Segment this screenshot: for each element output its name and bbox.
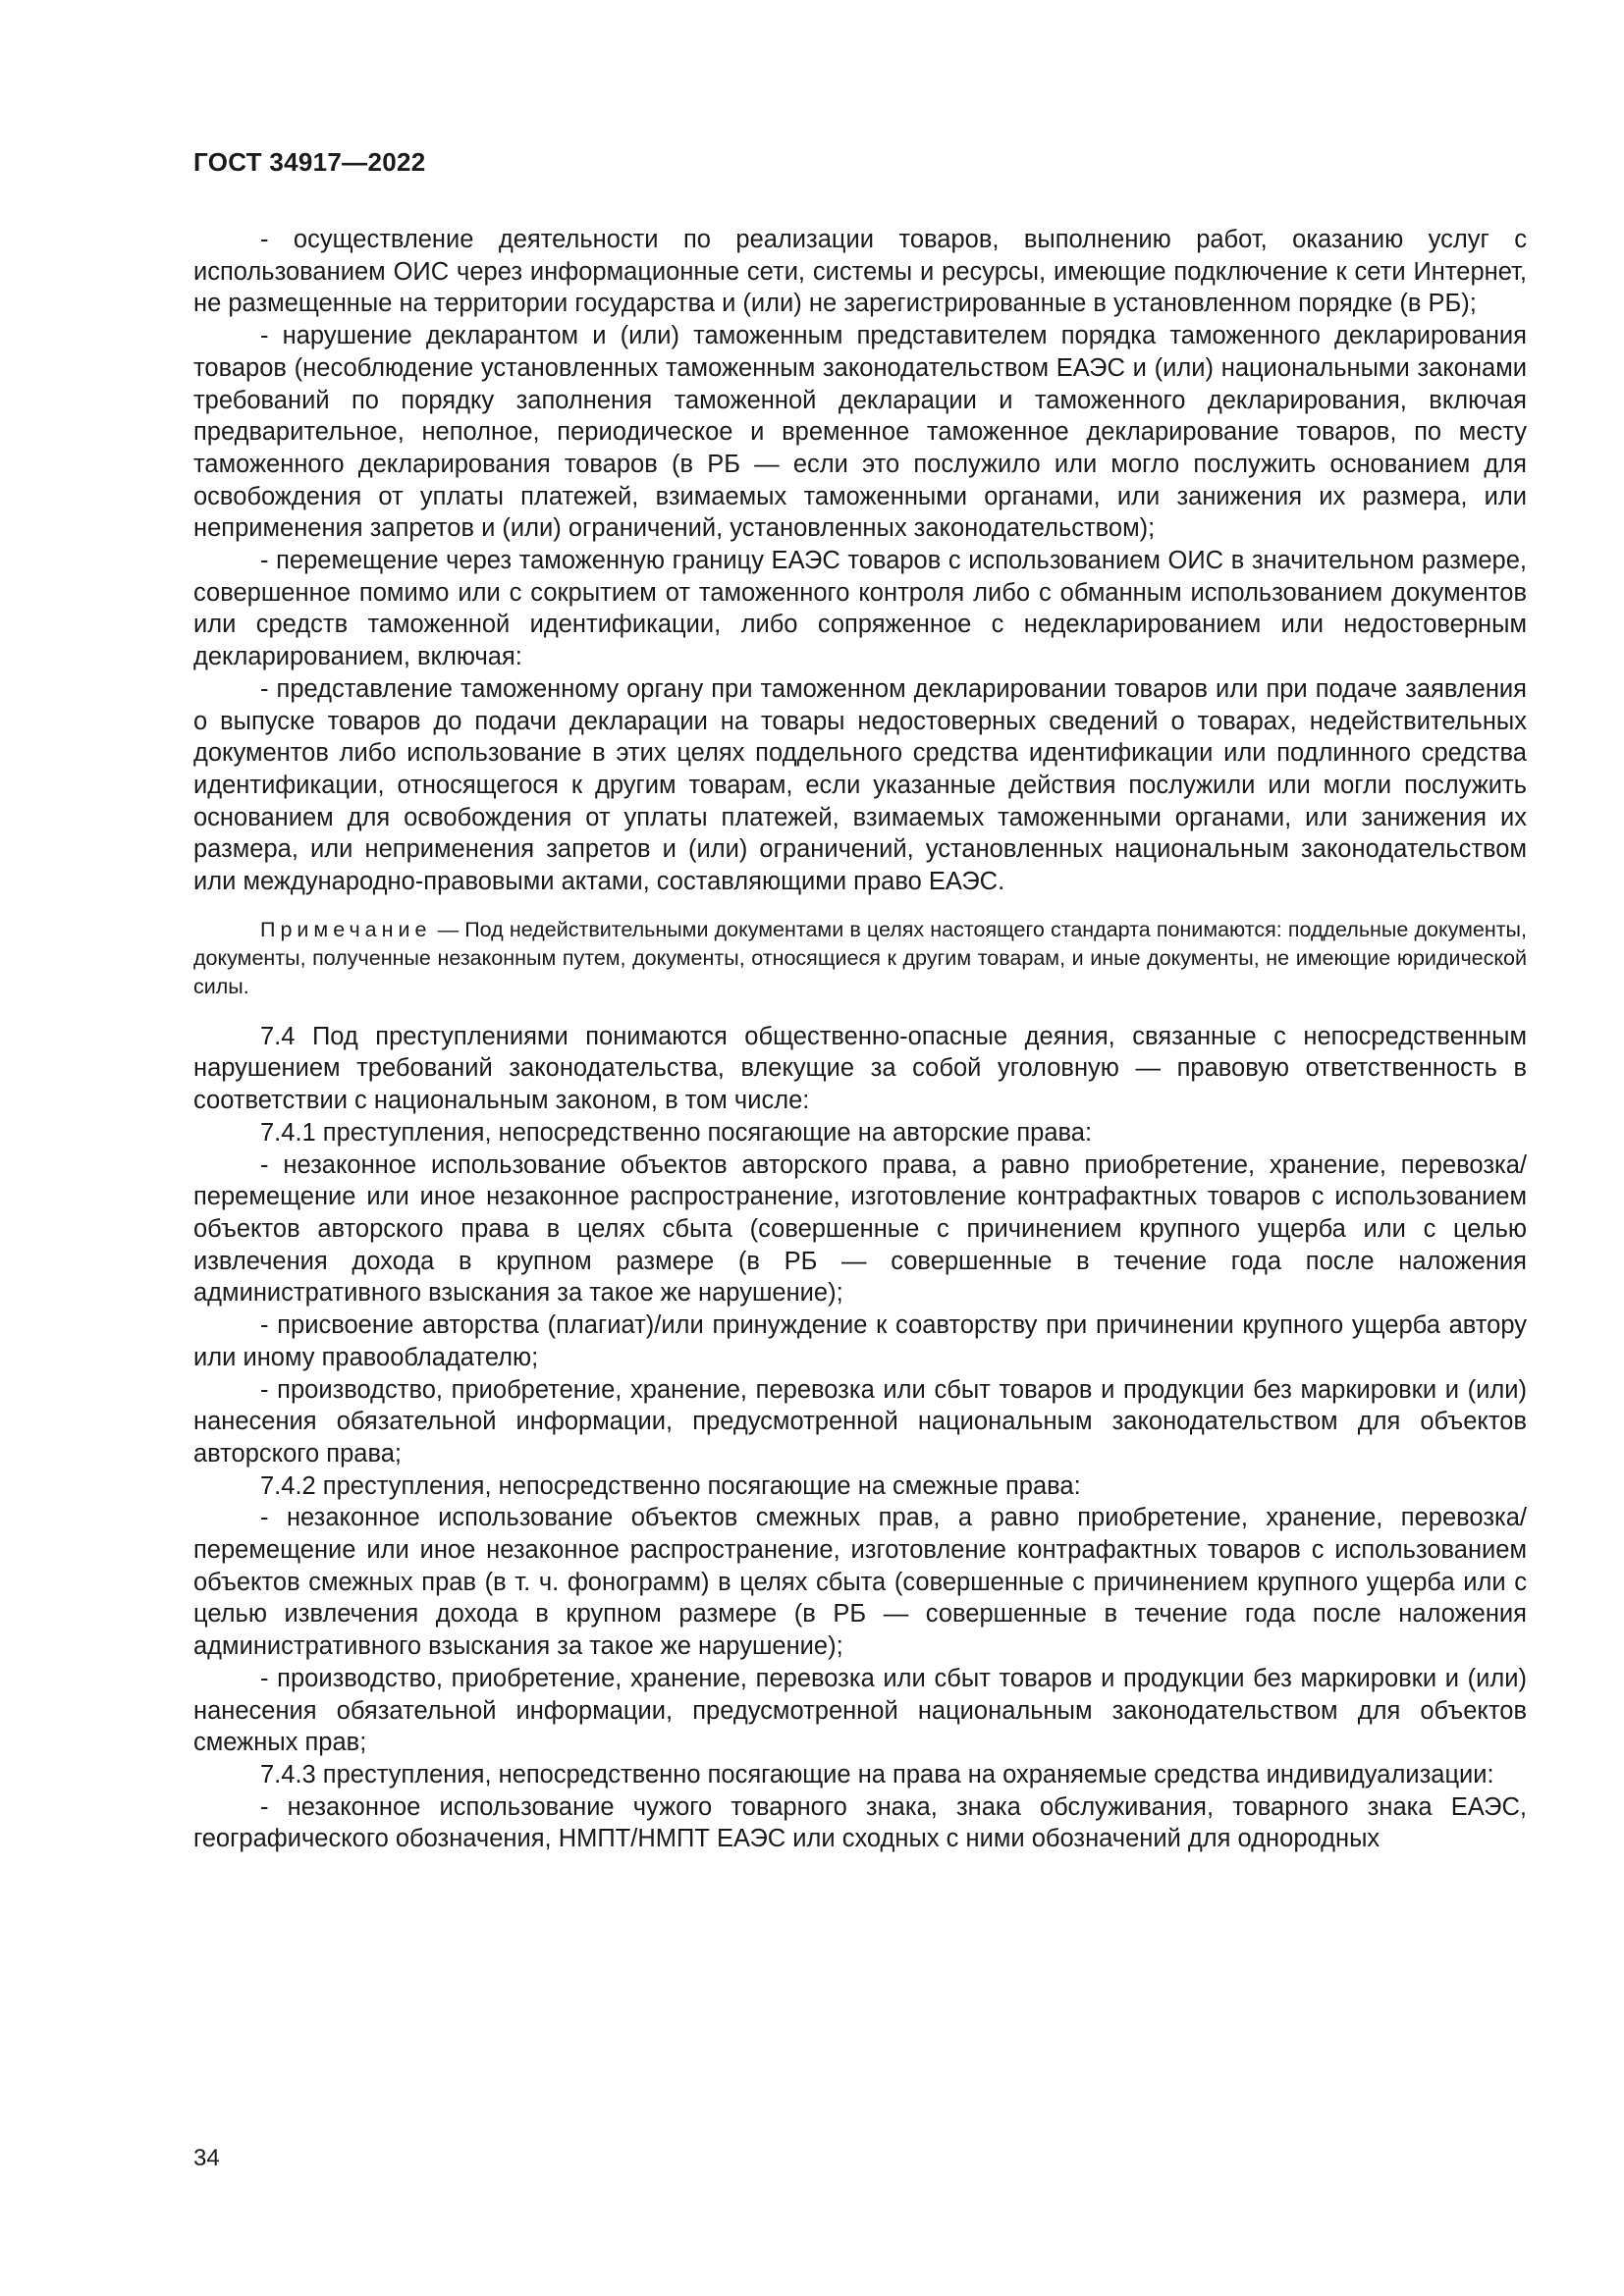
paragraph: - производство, приобретение, хранение, перевозка или сбыт товаров и продукции без маркировки и (или) нанесения обязательной информации, предусмотренной национальным законодательством для объектов смежных прав; [193, 1664, 1527, 1757]
document-body [193, 224, 1527, 1855]
paragraph: - осуществление деятельности по реализации товаров, выполнению работ, оказанию услуг с использованием ОИС через информационные сети, системы и ресурсы, имеющие подключение к сети Интернет, не размещенные на территории государства и (или) не зарегистрированные в установленном порядке (в РБ); [193, 226, 1527, 318]
page-number: 34 [193, 2145, 220, 2171]
note-text: — Под недействительными документами в целях настоящего стандарта понимаются: поддельные документы, документы, полученные незаконным путем, документы, относящиеся к другим товарам, и иные документы, не имеющие юридической силы. [193, 917, 1527, 998]
paragraph: - незаконное использование объектов смежных прав, а равно приобретение, хранение, перевозка/перемещение или иное незаконное распространение, изготовление контрафактных товаров с использованием объектов смежных прав (в т. ч. фонограмм) в целях сбыта (совершенные с причинением крупного ущерба или с целью извлечения дохода в крупном размере (в РБ — совершенные в течение года после наложения административного взыскания за такое же нарушение); [193, 1504, 1527, 1661]
note-label: Примечание [260, 917, 432, 941]
note-block [193, 916, 1527, 1001]
paragraph: 7.4.3 преступления, непосредственно посягающие на права на охраняемые средства индивидуализации: [260, 1760, 1494, 1789]
paragraph: - представление таможенному органу при таможенном декларировании товаров или при подаче заявления о выпуске товаров до подачи декларации на товары недостоверных сведений о товарах, недействительных документов либо использование в этих целях поддельного средства идентификации или подлинного средства идентификации, относящегося к другим товарам, если указанные действия послужили или могли послужить основанием для освобождения от уплаты платежей, взимаемых таможенными органами, или занижения их размера, или неприменения запретов и (или) ограничений, установленных национальным законодательством или международно-правовыми актами, составляющими право ЕАЭС. [193, 674, 1527, 896]
document-header: ГОСТ 34917—2022 [193, 147, 426, 177]
paragraph: - производство, приобретение, хранение, перевозка или сбыт товаров и продукции без маркировки и (или) нанесения обязательной информации, предусмотренной национальным законодательством для объектов авторского права; [193, 1375, 1527, 1468]
paragraph: 7.4 Под преступлениями понимаются общественно-опасные деяния, связанные с непосредственным нарушением требований законодательства, влекущие за собой уголовную — правовую ответственность в соответствии с национальным законом, в том числе: [193, 1022, 1527, 1115]
paragraph: 7.4.1 преступления, непосредственно посягающие на авторские права: [260, 1118, 1093, 1147]
paragraph: - незаконное использование чужого товарного знака, знака обслуживания, товарного знака ЕАЭС, географического обозначения, НМПТ/НМПТ ЕАЭС или сходных с ними обозначений для однородных [193, 1792, 1527, 1853]
paragraph: - незаконное использование объектов авторского права, а равно приобретение, хранение, перевозка/перемещение или иное незаконное распространение, изготовление контрафактных товаров с использованием объектов авторского права в целях сбыта (совершенные с причинением крупного ущерба или с целью извлечения дохода в крупном размере (в РБ — совершенные в течение года после наложения административного взыскания за такое же нарушение); [193, 1150, 1527, 1308]
paragraph: - перемещение через таможенную границу ЕАЭС товаров с использованием ОИС в значительном размере, совершенное помимо или с сокрытием от таможенного контроля либо с обманным использованием документов или средств таможенной идентификации, либо сопряженное с недекларированием или недостоверным декларированием, включая: [193, 547, 1527, 671]
paragraph: 7.4.2 преступления, непосредственно посягающие на смежные права: [260, 1471, 1081, 1500]
paragraph: - присвоение авторства (плагиат)/или принуждение к соавторству при причинении крупного ущерба автору или иному правообладателю; [193, 1311, 1527, 1371]
paragraph: - нарушение декларантом и (или) таможенным представителем порядка таможенного декларирования товаров (несоблюдение установленных таможенным законодательством ЕАЭС и (или) национальными законами требований по порядку заполнения таможенной декларации и таможенного декларирования, включая предварительное, неполное, периодическое и временное таможенное декларирование товаров, по месту таможенного декларирования товаров (в РБ — если это послужило или могло послужить основанием для освобождения от уплаты платежей, взимаемых таможенными органами, или занижения их размера, или неприменения запретов и (или) ограничений, установленных законодательством); [193, 322, 1527, 543]
